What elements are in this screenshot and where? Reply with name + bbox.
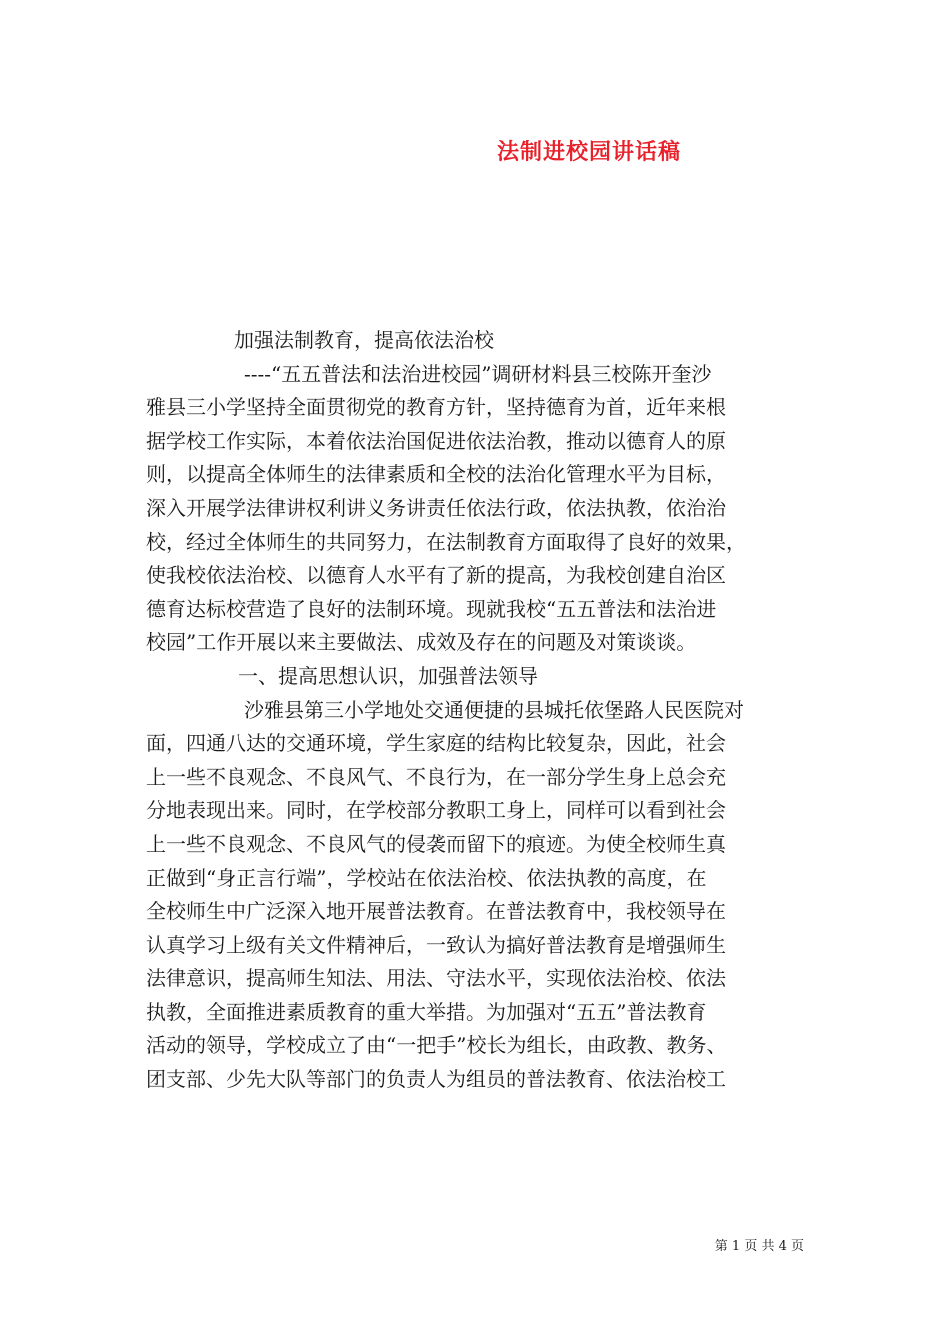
paragraph-line: 使我校依法治校、以德育人水平有了新的提高，为我校创建自治区 (146, 563, 726, 588)
paragraph-line: 全校师生中广泛深入地开展普法教育。在普法教育中，我校领导在 (146, 899, 726, 924)
paragraph-line: 分地表现出来。同时，在学校部分教职工身上，同样可以看到社会 (146, 798, 726, 823)
paragraph-line: 德育达标校营造了良好的法制环境。现就我校“五五普法和法治进 (146, 596, 717, 621)
document-body (146, 324, 828, 1097)
paragraph-line: 团支部、少先大队等部门的负责人为组员的普法教育、依法治校工 (146, 1067, 726, 1092)
document-title: 法制进校园讲话稿 (496, 139, 681, 165)
paragraph-line: 据学校工作实际，本着依法治国促进依法治教，推动以德育人的原 (146, 428, 726, 453)
paragraph-line: 正做到“身正言行端”，学校站在依法治校、依法执教的高度，在 (146, 865, 707, 890)
byline-line: ----“五五普法和法治进校园”调研材料县三校陈开奎沙 (244, 361, 712, 386)
paragraph-line: 校园”工作开展以来主要做法、成效及存在的问题及对策谈谈。 (146, 630, 697, 655)
paragraph-line: 则，以提高全体师生的法律素质和全校的法治化管理水平为目标， (146, 462, 726, 487)
paragraph-line: 深入开展学法律讲权利讲义务讲责任依法行政，依法执教，依治治 (146, 495, 726, 520)
paragraph-line: 雅县三小学坚持全面贯彻党的教育方针，坚持德育为首，近年来根 (146, 395, 726, 420)
paragraph-line: 活动的领导，学校成立了由“一把手”校长为组长，由政教、教务、 (146, 1033, 727, 1058)
paragraph-line: 面，四通八达的交通环境，学生家庭的结构比较复杂，因此，社会 (146, 731, 726, 756)
section-heading: 一、提高思想认识，加强普法领导 (238, 663, 538, 688)
paragraph-line: 认真学习上级有关文件精神后，一致认为搞好普法教育是增强师生 (146, 932, 726, 957)
subtitle-line: 加强法制教育，提高依法治校 (234, 328, 494, 352)
paragraph-line: 上一些不良观念、不良风气、不良行为，在一部分学生身上总会充 (146, 764, 726, 789)
paragraph-line: 校，经过全体师生的共同努力，在法制教育方面取得了良好的效果， (146, 529, 746, 554)
paragraph-line: 沙雅县第三小学地处交通便捷的县城托依堡路人民医院对 (244, 697, 744, 722)
paragraph-line: 法律意识，提高师生知法、用法、守法水平，实现依法治校、依法 (146, 966, 726, 991)
page-number: 第 1 页 共 4 页 (714, 1239, 804, 1254)
paragraph-line: 上一些不良观念、不良风气的侵袭而留下的痕迹。为使全校师生真 (146, 831, 726, 856)
paragraph-line: 执教，全面推进素质教育的重大举措。为加强对“五五”普法教育 (146, 999, 707, 1024)
